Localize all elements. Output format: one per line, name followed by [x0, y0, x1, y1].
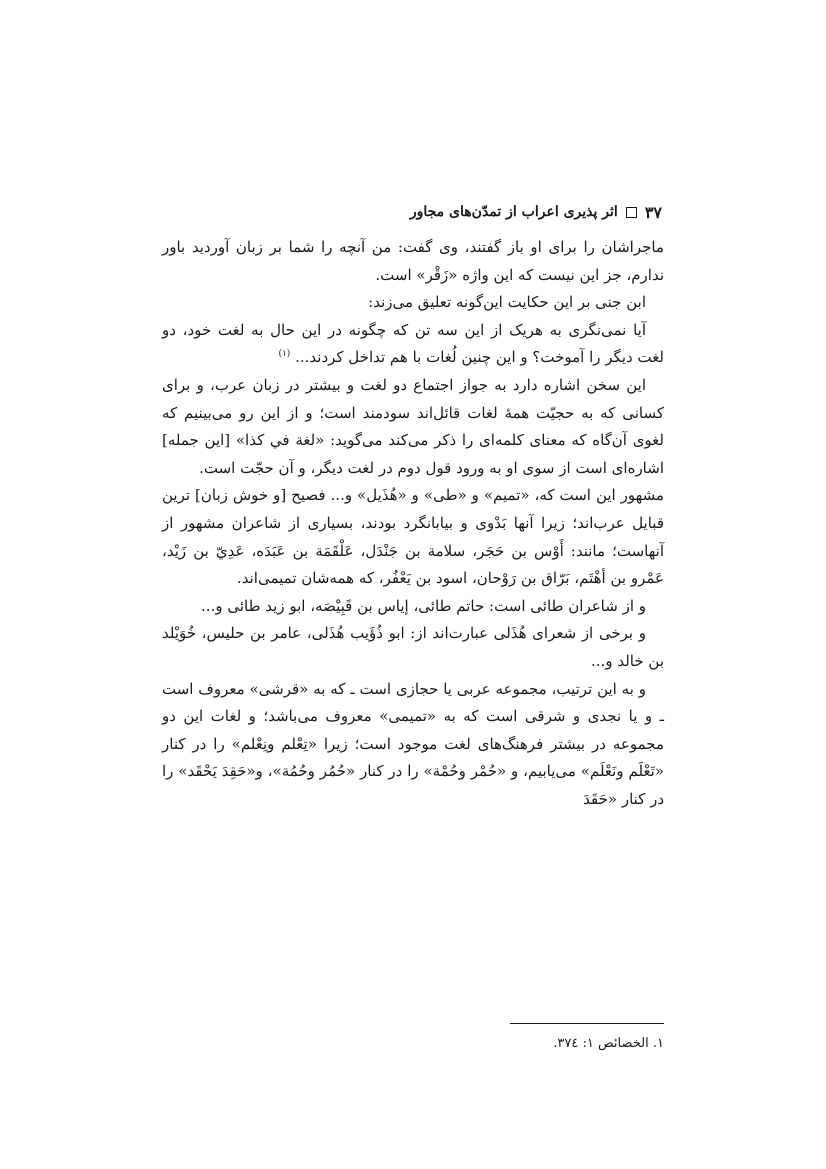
- paragraph: ماجراشان را برای او باز گفتند، وی گفت: من آنچه را شما بر زبان آوردید باور ندارم، جز این نیست که این واژه «زَقْر» است.: [162, 238, 664, 284]
- footnote: ۱. الخصائص ۱: ۳۷٤.: [553, 1036, 664, 1051]
- paragraph: مشهور این است که، «تمیم» و «طی» و «هُذَیل» و... فصیح [و خوش زبان] ترین قبایل عرب‌اند؛ زیرا آنها بَدْوی و بیابانگرد بودند، بسیاری از شاعران مشهور از آنهاست؛ مانند: أَوْس بن حَجَر، سلامة بن جَنْدَل، عَلْقَمَة بن عَبَدَه، عَدِيّ بن زَيْد، عَمْرو بن أهْتَم، بَرّاق بن رَوْحان، اسود بن يَعْفُر، که همه‌شان تمیمی‌اند.: [162, 486, 664, 588]
- running-title: اثر پذیری اعراب از تمدّن‌های مجاور: [409, 204, 618, 220]
- page-number: ۳۷: [644, 202, 662, 222]
- paragraph: آیا نمی‌نگری به هریک از این سه تن که چگونه در این حال به لغت خود، دو لغت دیگر را آموخت؟ و این چنین لُغات با هم تداخل کردند... $^{(۱)}$: [162, 320, 664, 367]
- footnote-divider: [510, 1023, 664, 1024]
- running-header: [162, 200, 662, 224]
- paragraph: این سخن اشاره دارد به جواز اجتماع دو لغت و بیشتر در زبان عرب، و برای کسانی که به حجیّت همهٔ لغات قائل‌اند سودمند است؛ و از این رو می‌بینیم که لغوی آن‌گاه که معنای کلمه‌ای را ذکر می‌کند می‌گوید: «لغة في كذا» [این جمله] اشاره‌ای است از سوی او به ورود قول دوم در لغت دیگر، و آن حجّت است.: [162, 375, 664, 477]
- paragraph: و برخی از شعرای هُذَلی عبارت‌اند از: ابو ذُؤَيب هُذَلی، عامر بن حليس، خُوَيْلد بن خالد و...: [162, 624, 664, 670]
- body-text: [162, 234, 664, 813]
- footnote-marker: (۱): [278, 349, 291, 360]
- paragraph: ابن جنی بر این حکایت این‌گونه تعلیق می‌زند:: [368, 293, 646, 312]
- square-ornament-icon: [626, 207, 637, 218]
- paragraph: و به این ترتیب، مجموعه عربی یا حجازی است ـ که به «قرشی» معروف است ـ و یا نجدی و شرقی است که به «تمیمی» معروف می‌باشد؛ و لغات این دو مجموعه در بیشتر فرهنگ‌های لغت موجود است؛ زیرا «تِعْلم ونِعْلم» را در کنار «تَعْلَم ونَعْلَم» می‌یابیم، و «حُمْر وحُمْة» را در کنار «حُمُر وحُمُة»، و«حَقِدَ يَحْقَد» را در کنار «حَقَدَ: [162, 679, 664, 808]
- paragraph: و از شاعران طائی است: حاتم طائی، إياس بن قَبِيْصَه، ابو زید طائی و...: [201, 596, 646, 615]
